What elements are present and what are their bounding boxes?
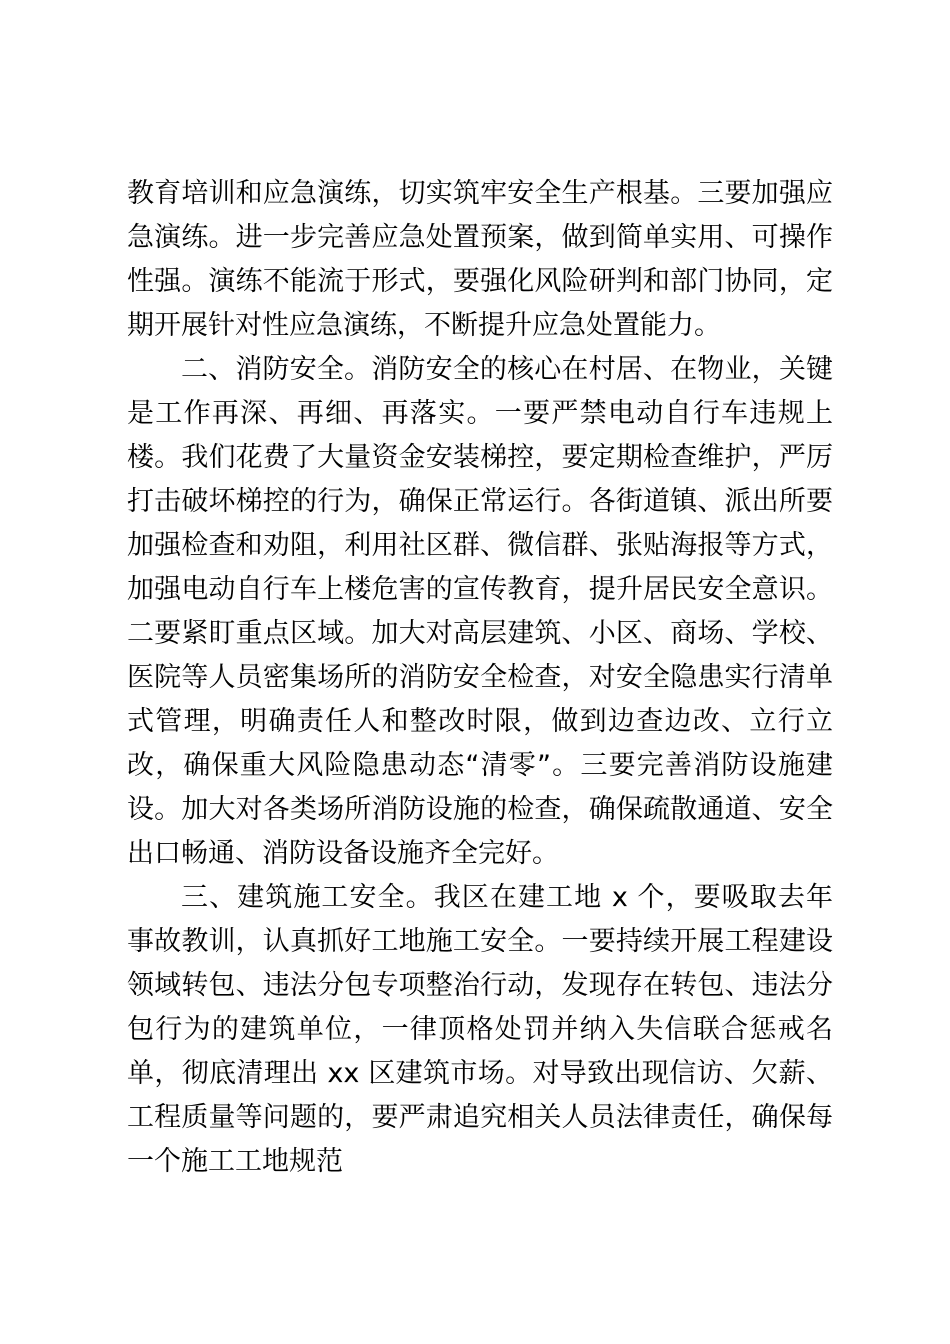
paragraph-construction-safety: 三、建筑施工安全。我区在建工地 x 个，要吸取去年事故教训，认真抓好工地施工安全。一要持续开展工程建设领域转包、违法分包专项整治行动，发现存在转包、违法分包行为的建筑单位，一律顶格处罚并纳入失信联合惩戒名单，彻底清理出 xx 区建筑市场。对导致出现信访、欠薪、工程质量等问题的，要严肃追究相关人员法律责任，确保每一个施工工地规范 [127,882,833,1177]
paragraph-fire-safety: 二、消防安全。消防安全的核心在村居、在物业，关键是工作再深、再细、再落实。一要严禁电动自行车违规上楼。我们花费了大量资金安装梯控，要定期检查维护，严厉打击破坏梯控的行为，确保正常运行。各街道镇、派出所要加强检查和劝阻，利用社区群、微信群、张贴海报等方式，加强电动自行车上楼危害的宣传教育，提升居民安全意识。二要紧盯重点区域。加大对高层建筑、小区、商场、学校、医院等人员密集场所的消防安全检查，对安全隐患实行清单式管理，明确责任人和整改时限，做到边查边改、立行立改，确保重大风险隐患动态“清零”。三要完善消防设施建设。加大对各类场所消防设施的检查，确保疏散通道、安全出口畅通、消防设备设施齐全完好。 [127,354,833,869]
document-body [127,172,833,1184]
paragraph-emergency-drill: 教育培训和应急演练，切实筑牢安全生产根基。三要加强应急演练。进一步完善应急处置预案，做到简单实用、可操作性强。演练不能流于形式，要强化风险研判和部门协同，定期开展针对性应急演练，不断提升应急处置能力。 [127,178,833,341]
